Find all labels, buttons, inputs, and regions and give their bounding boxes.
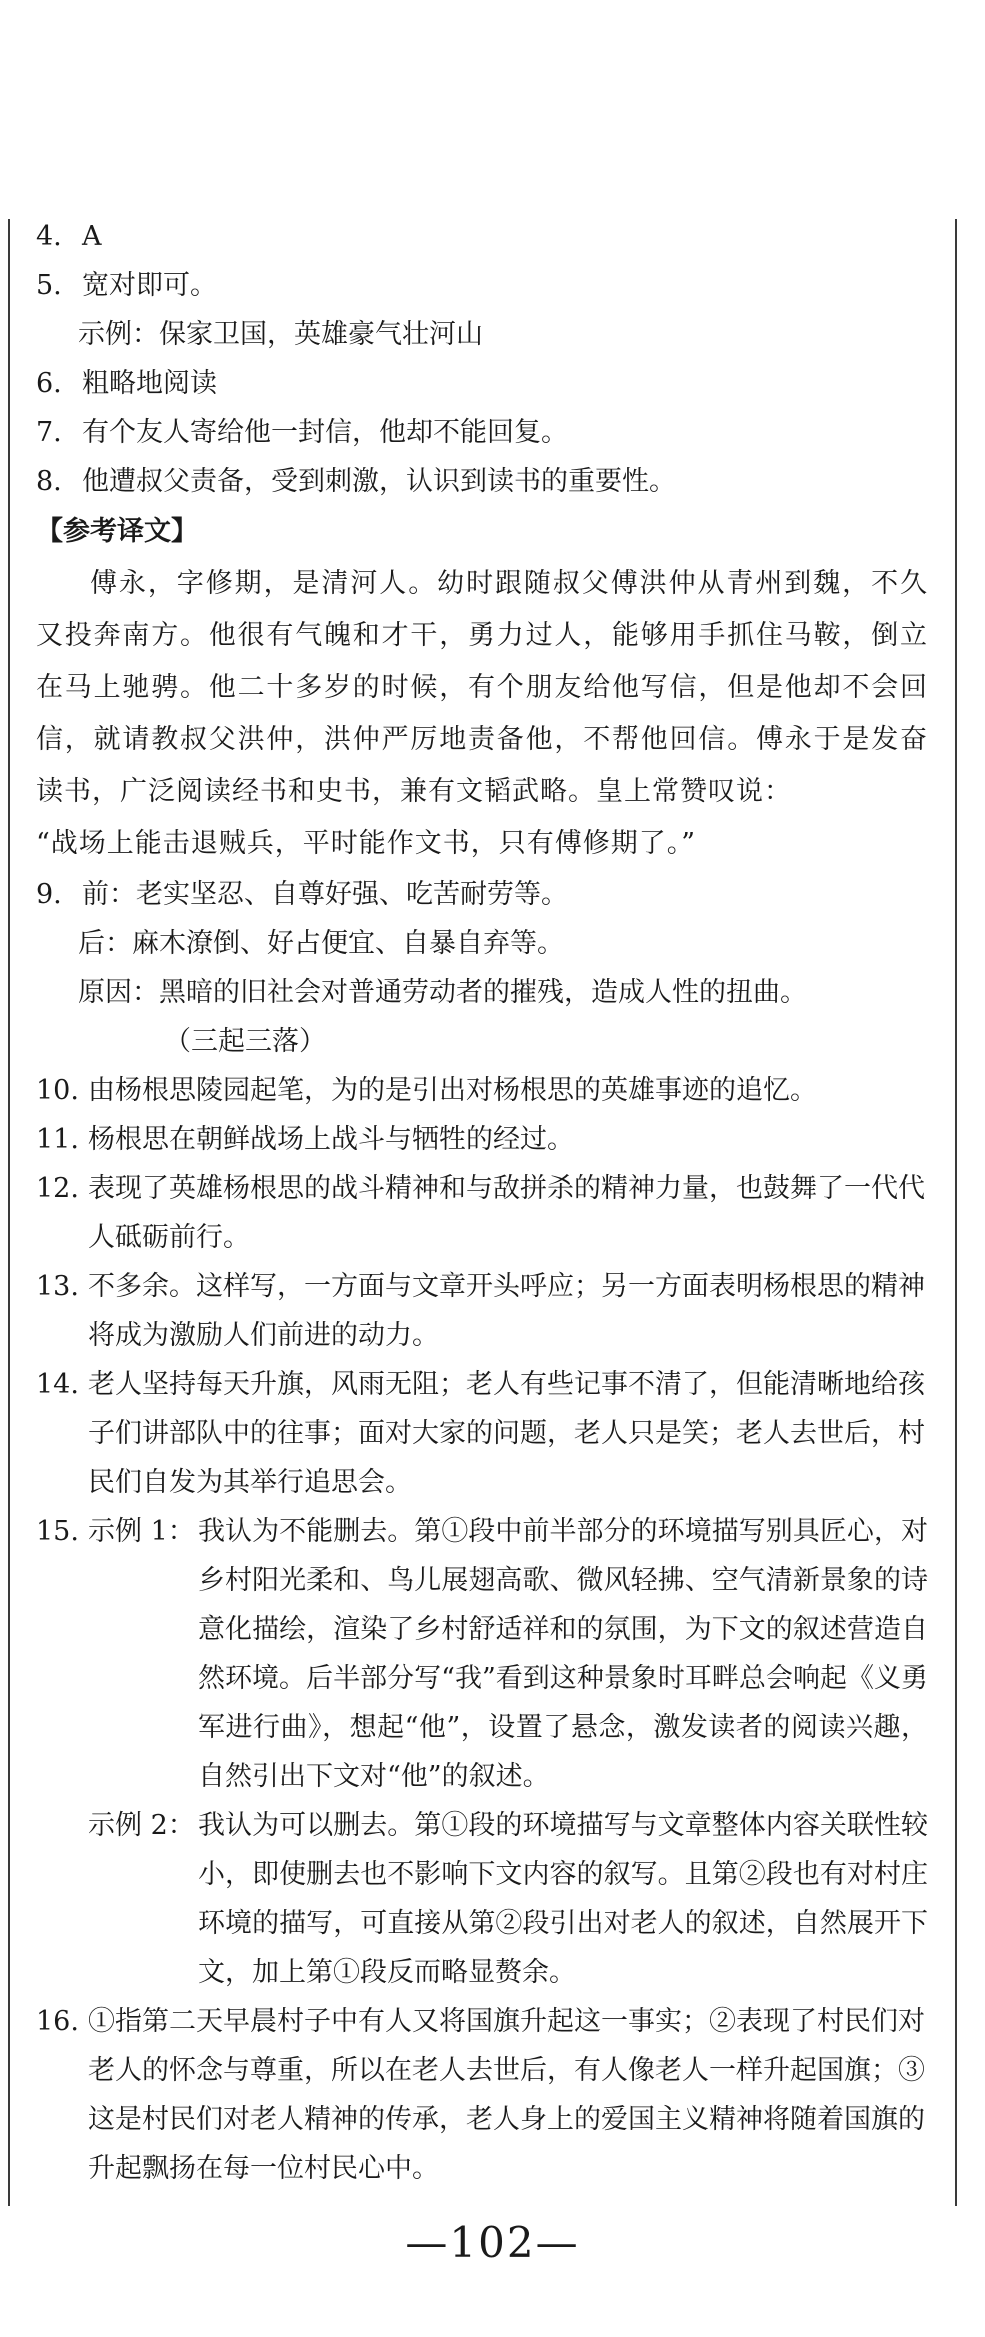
answer-number: 13. (36, 1271, 79, 1302)
answer-15-example-2 (36, 1801, 928, 1997)
answer-9-line-3: 原因：黑暗的旧社会对普通劳动者的摧残，造成人性的扭曲。 (78, 977, 807, 1008)
translation-heading: 【参考译文】 (36, 516, 198, 547)
answer-text: 前：老实坚忍、自尊好强、吃苦耐劳等。 (82, 879, 568, 910)
answer-number: 11. (36, 1124, 79, 1155)
section-title: （三起三落） (164, 1026, 326, 1057)
answer-14 (36, 1360, 928, 1507)
example-label: 示例 1： (88, 1516, 195, 1547)
answer-number: 8. (36, 466, 62, 497)
left-border-line (8, 219, 10, 2206)
answer-8 (36, 457, 928, 506)
example-label: 示例 2： (88, 1810, 195, 1841)
answer-text: A (82, 221, 102, 252)
answer-content (36, 212, 928, 2193)
answer-16 (36, 1997, 928, 2193)
answer-number: 16. (36, 2006, 79, 2037)
answer-5-example: 示例：保家卫国，英雄豪气壮河山 (78, 319, 483, 350)
right-border-line (955, 219, 957, 2206)
answer-text: 由杨根思陵园起笔，为的是引出对杨根思的英雄事迹的追忆。 (88, 1075, 817, 1106)
answer-11 (36, 1115, 928, 1164)
answer-text: 有个友人寄给他一封信，他却不能回复。 (82, 417, 568, 448)
answer-number: 10. (36, 1075, 79, 1106)
answer-number: 14. (36, 1369, 79, 1400)
answer-7 (36, 408, 928, 457)
answer-13 (36, 1262, 928, 1360)
answer-10 (36, 1066, 928, 1115)
answer-text: 宽对即可。 (82, 270, 217, 301)
answer-text: 杨根思在朝鲜战场上战斗与牺牲的经过。 (88, 1124, 574, 1155)
answer-text: 表现了英雄杨根思的战斗精神和与敌拼杀的精神力量，也鼓舞了一代代人砥砺前行。 (88, 1173, 925, 1253)
example-text: 我认为可以删去。第①段的环境描写与文章整体内容关联性较小，即使删去也不影响下文内容的叙写。且第②段也有对村庄环境的描写，可直接从第②段引出对老人的叙述，自然展开下文，加上第①段反而略显赘余。 (198, 1810, 928, 1988)
translation-body: 傅永，字修期，是清河人。幼时跟随叔父傅洪仲从青州到魏，不久又投奔南方。他很有气魄和才干，勇力过人，能够用手抓住马鞍，倒立在马上驰骋。他二十多岁的时候，有个朋友给他写信，但是他却不会回信，就请教叔父洪仲，洪仲严厉地责备他，不帮他回信。傅永于是发奋读书，广泛阅读经书和史书，兼有文韬武略。皇上常赞叹说： (36, 568, 928, 807)
answer-15-example-1 (36, 1507, 928, 1801)
answer-5 (36, 261, 928, 310)
answer-12 (36, 1164, 928, 1262)
answer-6 (36, 359, 928, 408)
answer-9-line-2: 后：麻木潦倒、好占便宜、自暴自弃等。 (78, 928, 564, 959)
answer-text: 粗略地阅读 (82, 368, 217, 399)
answer-number: 7. (36, 417, 62, 448)
answer-number: 4. (36, 221, 62, 252)
answer-4 (36, 212, 928, 261)
answer-number: 12. (36, 1173, 79, 1204)
answer-number: 5. (36, 270, 62, 301)
answer-text: 老人坚持每天升旗，风雨无阻；老人有些记事不清了，但能清晰地给孩子们讲部队中的往事；面对大家的问题，老人只是笑；老人去世后，村民们自发为其举行追思会。 (88, 1369, 925, 1498)
answer-number: 6. (36, 368, 62, 399)
answer-text: 他遭叔父责备，受到刺激，认识到读书的重要性。 (82, 466, 676, 497)
answer-text: ①指第二天早晨村子中有人又将国旗升起这一事实；②表现了村民们对老人的怀念与尊重，所以在老人去世后，有人像老人一样升起国旗；③这是村民们对老人精神的传承，老人身上的爱国主义精神将随着国旗的升起飘扬在每一位村民心中。 (88, 2006, 925, 2184)
answer-number: 9. (36, 879, 62, 910)
answer-9 (36, 870, 928, 919)
page-number: —102— (405, 2218, 580, 2267)
answer-number: 15. (36, 1516, 79, 1547)
answer-text: 不多余。这样写，一方面与文章开头呼应；另一方面表明杨根思的精神将成为激励人们前进的动力。 (88, 1271, 925, 1351)
example-text: 我认为不能删去。第①段中前半部分的环境描写别具匠心，对乡村阳光柔和、鸟儿展翅高歌、微风轻拂、空气清新景象的诗意化描绘，渲染了乡村舒适祥和的氛围，为下文的叙述营造自然环境。后半部分写“我”看到这种景象时耳畔总会响起《义勇军进行曲》，想起“他”，设置了悬念，激发读者的阅读兴趣，自然引出下文对“他”的叙述。 (198, 1516, 928, 1792)
translation-quote: “战场上能击退贼兵，平时能作文书，只有傅修期了。” (36, 828, 697, 859)
